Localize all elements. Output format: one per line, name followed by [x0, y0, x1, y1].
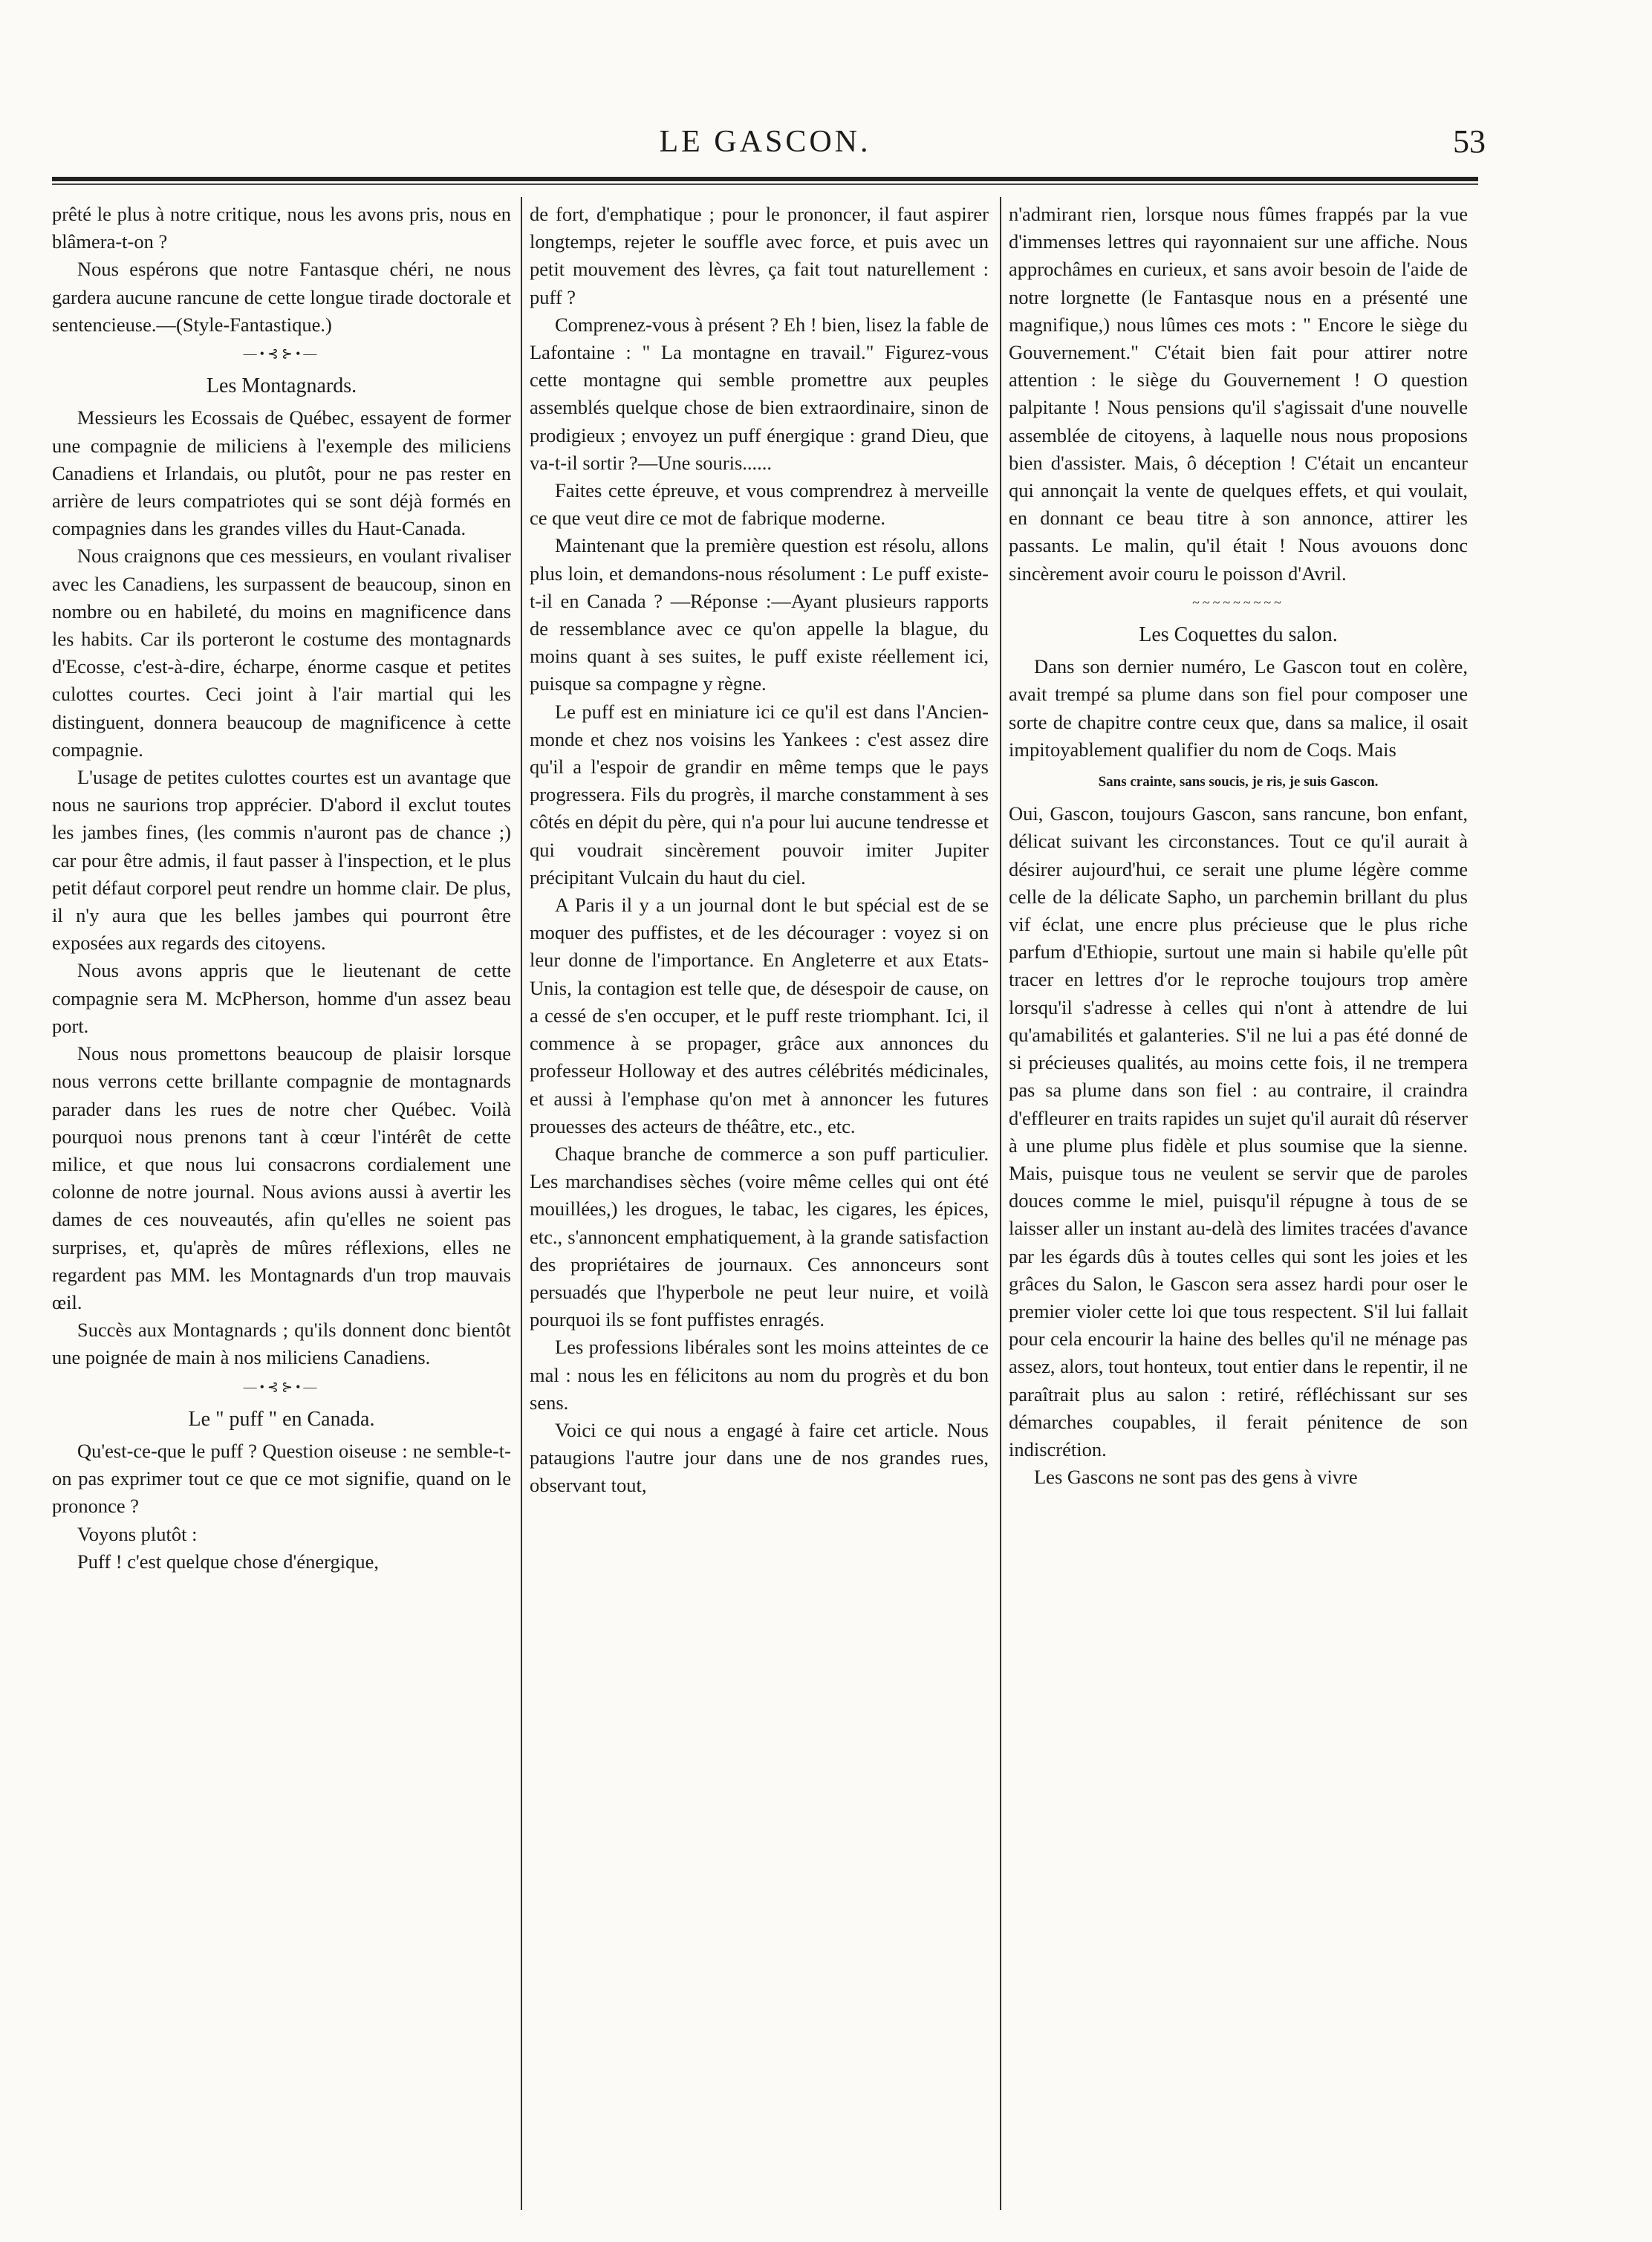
section-ornament: —•⊰⊱•— [243, 346, 320, 362]
paragraph: Chaque branche de commerce a son puff particulier. Les marchandises sèches (voire même celles qui ont été mouillées,) les drogues, le tabac, les cigares, les épices, etc., s'annoncent emphatiquement, à la grande satisfaction des propriétaires de journaux. Ces annonceurs sont persuadés que l'hyperbole ne peut leur nuire, et voilà pourquoi ils se font puffistes enragés. [530, 1142, 989, 1331]
header-rule-thin [52, 183, 1478, 185]
paragraph: Les professions libérales sont les moins atteintes de ce mal : nous les en félicitons au nom du progrès et du bon sens. [530, 1336, 989, 1414]
paragraph: prêté le plus à notre critique, nous les avons pris, nous en blâmera-t-on ? [52, 203, 511, 253]
newspaper-title: LE GASCON. [659, 125, 871, 159]
paragraph: Messieurs les Ecossais de Québec, essayent de former une compagnie de miliciens à l'exemple des miliciens Canadiens et Irlandais, ou plutôt, pour ne pas rester en arrière de leurs compatriotes qui se sont déjà formés en compagnies dans les grandes villes du Haut-Canada. [52, 406, 511, 540]
article-heading: Les Coquettes du salon. [1139, 623, 1338, 647]
paragraph: Voyons plutôt : [77, 1522, 198, 1545]
page-number: 53 [1453, 123, 1486, 160]
paragraph: Faites cette épreuve, et vous comprendrez à merveille ce que veut dire ce mot de fabrique moderne. [530, 479, 989, 530]
column-divider [521, 197, 522, 2210]
article-heading: Le " puff " en Canada. [188, 1407, 375, 1431]
paragraph: Comprenez-vous à présent ? Eh ! bien, lisez la fable de Lafontaine : " La montagne en travail." Figurez-vous cette montagne qui semble promettre aux peuples assemblés quelque chose de bien extraordinaire, sinon de prodigieux ; envoyez un puff énergique : grand Dieu, que va-t-il sortir ?—Une souris...... [530, 313, 989, 474]
article-heading: Les Montagnards. [206, 374, 357, 398]
paragraph: Succès aux Montagnards ; qu'ils donnent donc bientôt une poignée de main à nos miliciens Canadiens. [52, 1319, 511, 1369]
paragraph: Nous avons appris que le lieutenant de cette compagnie sera M. McPherson, homme d'un assez beau port. [52, 959, 511, 1037]
section-ornament: —•⊰⊱•— [243, 1379, 320, 1394]
paragraph: L'usage de petites culottes courtes est un avantage que nous ne saurions trop apprécier. D'abord il exclut toutes les jambes fines, (les commis n'auront pas de chance ;) car pour être admis, il faut passer à l'inspection, et le plus petit défaut corporel peut rendre un homme clair. De plus, il n'y aura que les belles jambes qui pourront être exposées aux regards des citoyens. [52, 766, 511, 955]
paragraph: Nous craignons que ces messieurs, en voulant rivaliser avec les Canadiens, les surpassent de beaucoup, sinon en nombre ou en habileté, du moins en magnificence dans les habits. Car ils porteront le costume des montagnards d'Ecosse, c'est-à-dire, écharpe, énorme casque et petites culottes courtes. Ceci joint à l'air martial qui les distinguent, donnera beaucoup de magnificence à cette compagnie. [52, 545, 511, 761]
page-header [52, 115, 1486, 167]
paragraph: Dans son dernier numéro, Le Gascon tout en colère, avait trempé sa plume dans son fiel pour composer une sorte de chapitre contre ceux que, dans sa malice, il osait impitoyablement qualifier du nom de Coqs. Mais [1009, 655, 1468, 761]
paragraph: Nous nous promettons beaucoup de plaisir lorsque nous verrons cette brillante compagnie de montagnards parader dans les rues de notre cher Québec. Voilà pourquoi nous prenons tant à cœur l'intérêt de cette milice, et que nous lui consacrons cordialement une colonne de notre journal. Nous avions aussi à avertir les dames de ces nouveautés, afin qu'elles ne soient pas surprises, et, qu'après de mûres réflexions, elles ne regardent pas MM. les Montagnards d'un trop mauvais œil. [52, 1042, 511, 1313]
paragraph: A Paris il y a un journal dont le but spécial est de se moquer des puffistes, et de les décourager : voyez si on leur donne de l'importance. En Angleterre et aux Etats-Unis, la contagion est telle que, de désespoir de cause, on a cessé de s'en occuper, et le puff reste triomphant. Ici, il commence à se propager, grâce aux annonces du professeur Holloway et des autres célébrités médicinales, et aussi à l'emphase qu'on met à annoncer les futures prouesses des acteurs de théâtre, etc., etc. [530, 894, 989, 1137]
column-1 [52, 201, 511, 1576]
paragraph: Qu'est-ce-que le puff ? Question oiseuse : ne semble-t-on pas exprimer tout ce que ce mot signifie, quand on le prononce ? [52, 1439, 511, 1518]
paragraph: Puff ! c'est quelque chose d'énergique, [77, 1550, 379, 1573]
paragraph: n'admirant rien, lorsque nous fûmes frappés par la vue d'immenses lettres qui rayonnaient sur une affiche. Nous approchâmes en curieux, et sans avoir besoin de l'aide de notre lorgnette (le Fantasque nous en a présenté une magnifique,) nous lûmes ces mots : " Encore le siège du Gouvernement." C'était bien fait pour attirer notre attention : le siège du Gouvernement ! O question palpitante ! Nous pensions qu'il s'agissait d'une nouvelle assemblée de citoyens, à laquelle nous nous proposions bien d'assister. Mais, ô déception ! C'était un encanteur qui annonçait la vente de quelques effets, et qui voulait, en donnant ce beau titre à son annonce, attirer les passants. Le malin, qu'il était ! Nous avouons donc sincèrement avoir couru le poisson d'Avril. [1009, 203, 1468, 585]
paragraph: de fort, d'emphatique ; pour le prononcer, il faut aspirer longtemps, rejeter le souffle avec force, et puis avec un petit mouvement des lèvres, ça fait tout naturellement : puff ? [530, 203, 989, 308]
paragraph: Le puff est en miniature ici ce qu'il est dans l'Ancien-monde et chez nos voisins les Yankees : c'est assez dire qu'il a l'espoir de grandir en même temps que le pays progressera. Fils du progrès, il marche constamment à ses côtés en dépit du père, qui n'a pour lui aucune tendresse et qui voudrait sincèrement pouvoir imiter Jupiter précipitant Vulcain du haut du ciel. [530, 700, 989, 888]
paragraph: Nous espérons que notre Fantasque chéri, ne nous gardera aucune rancune de cette longue tirade doctorale et sentencieuse.—(Style-Fantastique.) [52, 258, 511, 336]
paragraph: Les Gascons ne sont pas des gens à vivre [1034, 1466, 1358, 1489]
paragraph: Maintenant que la première question est résolu, allons plus loin, et demandons-nous résolument : Le puff existe-t-il en Canada ? —Réponse :—Ayant plusieurs rapports de ressemblance avec ce qu'on appelle la blague, du moins quant à ses suites, le puff existe réellement ici, puisque sa compagne y règne. [530, 534, 989, 695]
header-rule [52, 177, 1478, 181]
column-3 [1009, 201, 1468, 1491]
column-2 [530, 201, 989, 1500]
motto-line: Sans crainte, sans soucis, je ris, je suis Gascon. [1098, 774, 1379, 790]
column-divider [1000, 197, 1001, 2210]
paragraph: Oui, Gascon, toujours Gascon, sans rancune, bon enfant, délicat suivant les circonstances. Tout ce qu'il aurait à désirer aujourd'hui, ce serait une plume légère comme celle de la délicate Sapho, un parchemin brillant du plus vif éclat, une encre plus précieuse que le plus riche parfum d'Ethiopie, surtout une main si habile qu'elle pût tracer en lettres d'or le reproche toujours trop amère lorsqu'il s'adresse à celles qui n'ont à attendre de lui qu'amabilités et galanteries. S'il ne lui a pas été donné de si précieuses qualités, au moins cette fois, il ne trempera pas sa plume dans son fiel : au contraire, il craindra d'effleurer en traits rapides un sujet qu'il aurait dû réserver à une plume plus fidèle et plus soumise que la sienne. Mais, puisque tous ne veulent se servir que de paroles douces comme le miel, puisqu'il répugne à tous de se laisser aller un instant au-delà des limites tracées d'avance par les égards dûs à toutes celles qui sont les joies et les grâces du Salon, le Gascon sera assez hardi pour oser le premier violer cette loi que tous respectent. S'il lui fallait pour cela encourir la haine des belles qu'il ne ménage pas assez, alors, tout honteux, tout entier dans le repentir, il ne paraîtrait plus au salon : retiré, réfléchissant sur ses démarches coupables, il ferait pénitence de son indiscrétion. [1009, 802, 1468, 1460]
paragraph: Voici ce qui nous a engagé à faire cet article. Nous pataugions l'autre jour dans une de nos grandes rues, observant tout, [530, 1418, 989, 1497]
section-ornament: ~~~~~~~~~ [1192, 594, 1284, 610]
